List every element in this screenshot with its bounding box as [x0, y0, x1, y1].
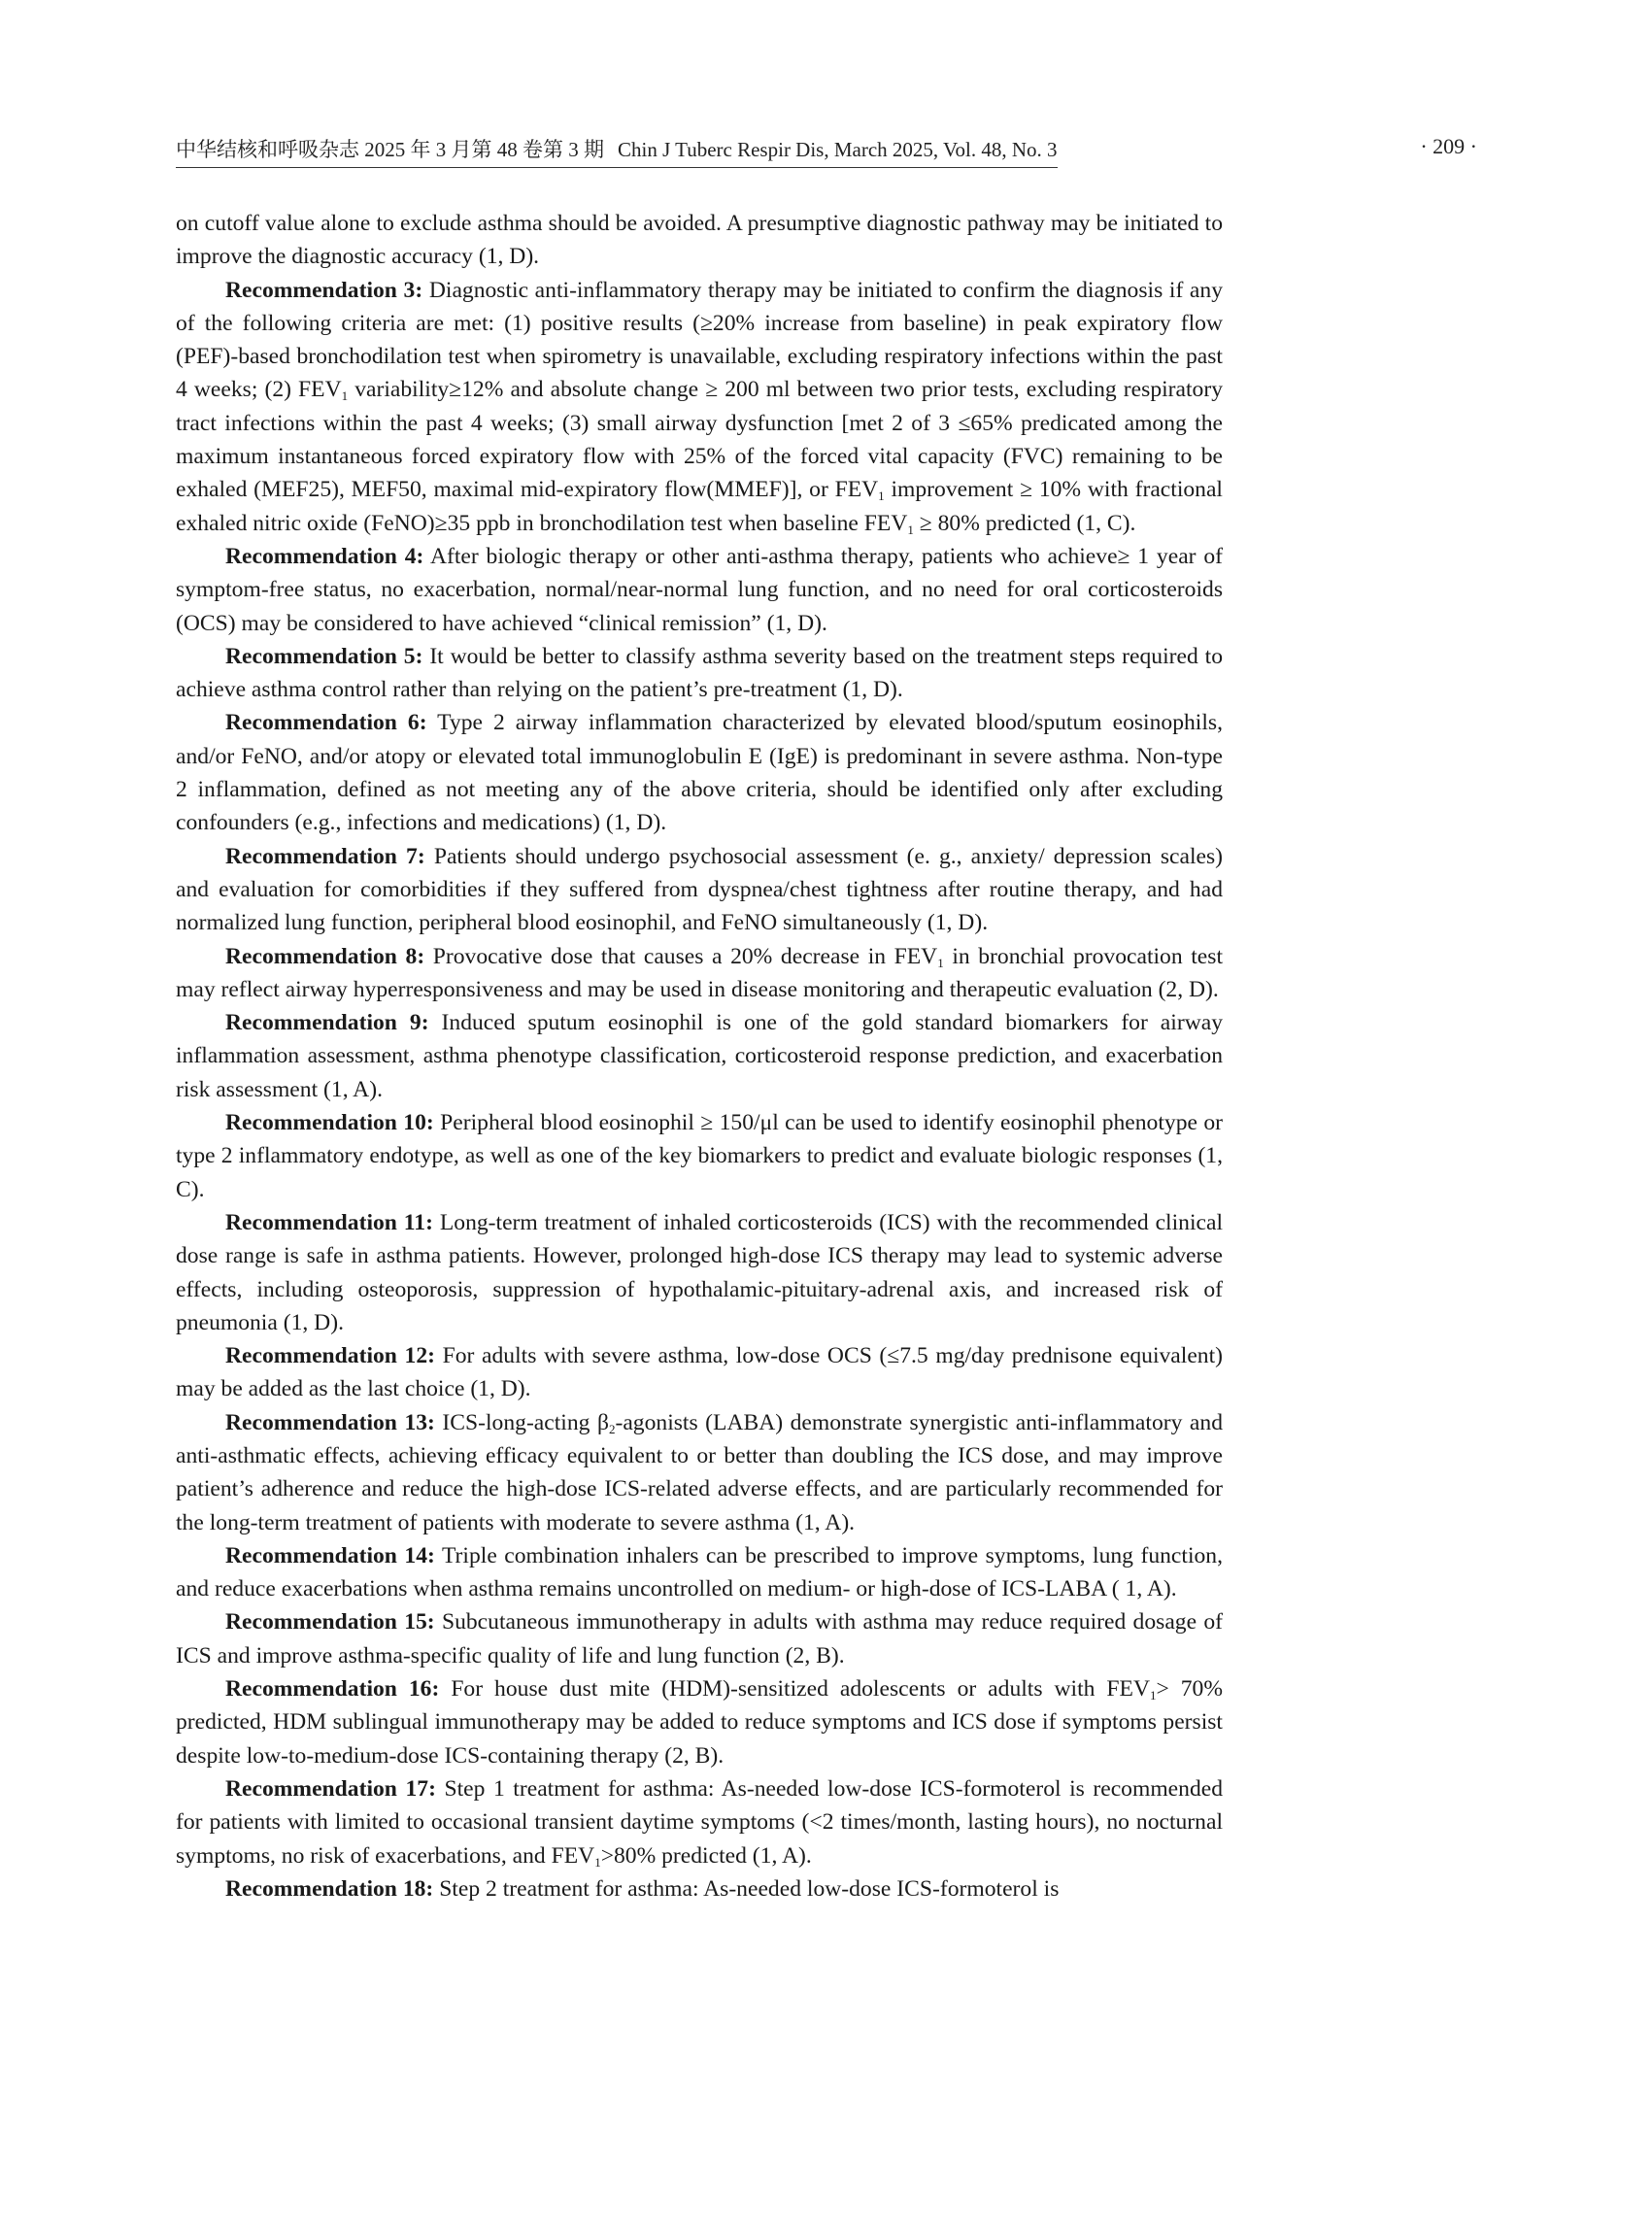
- recommendation-text: Diagnostic anti-inflammatory therapy may be initiated to confirm the diagnosis if any of the following criteria are met: (1) positive results (≥20% increase from baseline) in peak expiratory flow (PEF)-based bronchodilation test when spirometry is unavailable, excluding respiratory infections within the past 4 weeks; (2) FEV: [176, 277, 1223, 403]
- recommendation-label: Recommendation 18:: [225, 1875, 434, 1902]
- running-header: [176, 134, 1477, 167]
- recommendation-text: -agonists (LABA) demonstrate synergistic anti-inflammatory and anti-asthmatic effects, achieving efficacy equivalent to or better than doubling the ICS dose, and may improve patient’s adherence and reduce the high-dose ICS-related adverse effects, and are particularly recommended for the long-term treatment of patients with moderate to severe asthma (1, A).: [176, 1409, 1223, 1535]
- recommendation-label: Recommendation 5:: [225, 643, 423, 669]
- subscript: 1: [1149, 1688, 1157, 1703]
- recommendation-text: For adults with severe asthma, low-dose OCS (≤7.5 mg/day prednisone equivalent) may be added as the last choice (1, D).: [176, 1343, 1224, 1402]
- recommendation-text: variability≥12% and absolute change ≥ 200 ml between two prior tests, excluding respiratory tract infections within the past 4 weeks; (3) small airway dysfunction [met 2 of 3 ≤65% predicated among the maximum instantaneous forced expiratory flow with 25% of the forced vital capacity (FVC) remaining to be exhaled (MEF25), MEF50, maximal mid-expiratory flow(MMEF)], or FEV: [176, 377, 1224, 503]
- article-body: [176, 207, 1223, 1905]
- recommendation-text: Long-term treatment of inhaled corticosteroids (ICS) with the recommended clinical dose range is safe in asthma patients. However, prolonged high-dose ICS therapy may lead to systemic adverse effects, including osteoporosis, suppression of hypothalamic-pituitary-adrenal axis, and increased risk of pneumonia (1, D).: [176, 1209, 1224, 1335]
- recommendation-text: in bronchial provocation test may reflect airway hyperresponsiveness and may be used in disease monitoring and therapeutic evaluation (2, D).: [176, 943, 1223, 1002]
- recommendation-label: Recommendation 10:: [225, 1110, 434, 1136]
- recommendation-text: ICS-long-acting β: [442, 1409, 609, 1435]
- recommendation-paragraph: [176, 1539, 1223, 1606]
- recommendation-text: >80% predicted (1, A).: [600, 1842, 812, 1869]
- continuation-paragraph: on cutoff value alone to exclude asthma should be avoided. A presumptive diagnostic pathway may be initiated to improve the diagnostic accuracy (1, D).: [176, 211, 1223, 270]
- subscript: 1: [878, 489, 885, 504]
- subscript: 1: [341, 388, 349, 404]
- recommendation-text: Provocative dose that causes a 20% decrease in FEV: [432, 943, 938, 969]
- recommendation-paragraph: [176, 274, 1223, 540]
- recommendation-label: Recommendation 15:: [225, 1609, 435, 1635]
- recommendation-text: Subcutaneous immunotherapy in adults with asthma may reduce required dosage of ICS and improve asthma-specific quality of life and lung function (2, B).: [176, 1609, 1224, 1669]
- recommendation-text: improvement ≥ 10% with fractional exhaled nitric oxide (FeNO)≥35 ppb in bronchodilation test when baseline FEV: [176, 477, 1223, 536]
- recommendation-paragraph: [176, 640, 1223, 707]
- recommendation-text: > 70% predicted, HDM sublingual immunotherapy may be added to reduce symptoms and ICS dose if symptoms persist despite low-to-medium-dose ICS-containing therapy (2, B).: [176, 1676, 1223, 1769]
- recommendation-text: Step 1 treatment for asthma: As-needed low-dose ICS-formoterol is recommended for patients with limited to occasional transient daytime symptoms (<2 times/month, lasting hours), no nocturnal symptoms, no risk of exacerbations, and FEV: [176, 1775, 1224, 1869]
- recommendation-paragraph: [176, 840, 1223, 940]
- recommendation-paragraph: [176, 1339, 1223, 1406]
- page-number: · 209 ·: [1420, 134, 1477, 158]
- recommendation-text: For house dust mite (HDM)-sensitized adolescents or adults with FEV: [451, 1676, 1150, 1702]
- recommendation-paragraph: [176, 940, 1223, 1007]
- recommendation-text: Induced sputum eosinophil is one of the gold standard biomarkers for airway inflammation assessment, asthma phenotype classification, corticosteroid response prediction, and exacerbation risk assessment (1, A).: [176, 1010, 1224, 1102]
- journal-citation-cn: 中华结核和呼吸杂志 2025 年 3 月第 48 卷第 3 期: [176, 138, 604, 161]
- recommendation-text: Step 2 treatment for asthma: As-needed low-dose ICS-formoterol is: [439, 1875, 1060, 1902]
- journal-citation: [176, 134, 1058, 168]
- recommendation-text: Type 2 airway inflammation characterized by elevated blood/sputum eosinophils, and/or FeNO, and/or atopy or elevated total immunoglobulin E (IgE) is predominant in severe asthma. Non-type 2 inflammation, defined as not meeting any of the above criteria, should be identified only after excluding confounders (e.g., infections and medications) (1, D).: [176, 710, 1223, 836]
- subscript: 1: [937, 955, 944, 970]
- recommendation-text: It would be better to classify asthma severity based on the treatment steps required to achieve asthma control rather than relying on the patient’s pre-treatment (1, D).: [176, 643, 1223, 703]
- recommendation-paragraph: [176, 1106, 1223, 1206]
- recommendation-text: Patients should undergo psychosocial assessment (e. g., anxiety/ depression scales) and evaluation for comorbidities if they suffered from dyspnea/chest tightness after routine therapy, and had normalized lung function, peripheral blood eosinophil, and FeNO simultaneously (1, D).: [176, 843, 1224, 936]
- recommendation-text: ≥ 80% predicted (1, C).: [913, 510, 1136, 536]
- subscript: 1: [594, 1854, 601, 1870]
- recommendation-label: Recommendation 9:: [225, 1010, 429, 1036]
- subscript: 1: [907, 522, 914, 537]
- recommendation-paragraph: [176, 1406, 1223, 1539]
- recommendation-paragraph: [176, 1672, 1223, 1772]
- recommendation-label: Recommendation 6:: [225, 710, 427, 736]
- recommendation-text: After biologic therapy or other anti-asthma therapy, patients who achieve≥ 1 year of symptom-free status, no exacerbation, normal/near-normal lung function, and no need for oral corticosteroids (OCS) may be considered to have achieved “clinical remission” (1, D).: [176, 543, 1223, 636]
- recommendation-label: Recommendation 17:: [225, 1775, 436, 1802]
- recommendation-label: Recommendation 12:: [225, 1343, 436, 1369]
- subscript: 2: [608, 1421, 616, 1436]
- recommendation-label: Recommendation 14:: [225, 1542, 435, 1568]
- recommendation-label: Recommendation 3:: [225, 277, 423, 303]
- recommendation-paragraph: [176, 1206, 1223, 1339]
- recommendation-paragraph: [176, 1772, 1223, 1872]
- recommendation-label: Recommendation 13:: [225, 1409, 435, 1435]
- recommendation-label: Recommendation 11:: [225, 1209, 433, 1235]
- recommendation-paragraph: [176, 1872, 1223, 1905]
- journal-citation-en: Chin J Tuberc Respir Dis, March 2025, Vol. 48, No. 3: [618, 138, 1058, 161]
- recommendation-text: Peripheral blood eosinophil ≥ 150/μl can be used to identify eosinophil phenotype or type 2 inflammatory endotype, as well as one of the key biomarkers to predict and evaluate biologic responses (1, C).: [176, 1110, 1224, 1202]
- recommendation-paragraph: [176, 1006, 1223, 1106]
- recommendation-label: Recommendation 16:: [225, 1676, 440, 1702]
- recommendation-paragraph: [176, 540, 1223, 640]
- recommendation-paragraph: [176, 706, 1223, 839]
- recommendation-text: Triple combination inhalers can be prescribed to improve symptoms, lung function, and reduce exacerbations when asthma remains uncontrolled on medium- or high-dose of ICS-LABA ( 1, A).: [176, 1542, 1223, 1602]
- recommendation-paragraph: [176, 1605, 1223, 1672]
- recommendation-label: Recommendation 7:: [225, 843, 425, 869]
- recommendation-label: Recommendation 8:: [225, 943, 425, 969]
- recommendation-label: Recommendation 4:: [225, 543, 424, 569]
